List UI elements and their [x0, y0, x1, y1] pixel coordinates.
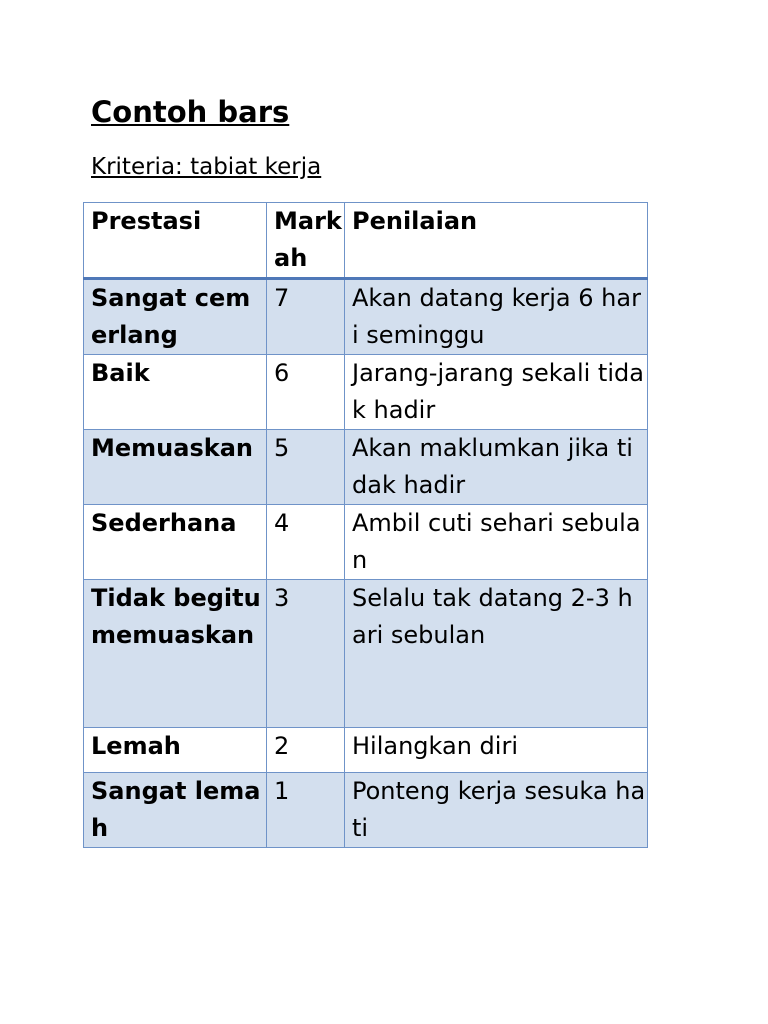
- cell-penilaian: Selalu tak datang 2-3 hari sebulan: [345, 580, 648, 728]
- cell-prestasi: Sangat cemerlang: [84, 279, 267, 355]
- cell-prestasi: Sederhana: [84, 505, 267, 580]
- cell-markah: 6: [267, 355, 345, 430]
- header-prestasi: Prestasi: [84, 203, 267, 279]
- cell-markah: 3: [267, 580, 345, 728]
- table-row: [84, 355, 648, 430]
- document-title: Contoh bars: [91, 95, 290, 129]
- cell-penilaian: Ponteng kerja sesuka hati: [345, 773, 648, 848]
- cell-prestasi: Lemah: [84, 728, 267, 773]
- cell-penilaian: Akan maklumkan jika tidak hadir: [345, 430, 648, 505]
- cell-penilaian: Jarang-jarang sekali tidak hadir: [345, 355, 648, 430]
- header-penilaian: Penilaian: [345, 203, 648, 279]
- cell-prestasi: Tidak begitu memuaskan: [84, 580, 267, 728]
- cell-penilaian: Ambil cuti sehari sebulan: [345, 505, 648, 580]
- cell-markah: 2: [267, 728, 345, 773]
- cell-prestasi: Baik: [84, 355, 267, 430]
- table-row: [84, 580, 648, 728]
- document-subtitle: Kriteria: tabiat kerja: [91, 154, 322, 180]
- cell-markah: 5: [267, 430, 345, 505]
- bars-table: [83, 202, 648, 848]
- cell-markah: 7: [267, 279, 345, 355]
- table-row: [84, 279, 648, 355]
- table-row: [84, 430, 648, 505]
- cell-prestasi: Sangat lemah: [84, 773, 267, 848]
- table-row: [84, 505, 648, 580]
- table-row: [84, 728, 648, 773]
- cell-prestasi: Memuaskan: [84, 430, 267, 505]
- cell-markah: 1: [267, 773, 345, 848]
- table-header-row: [84, 203, 648, 279]
- cell-markah: 4: [267, 505, 345, 580]
- table-row: [84, 773, 648, 848]
- header-markah: Markah: [267, 203, 345, 279]
- cell-penilaian: Hilangkan diri: [345, 728, 648, 773]
- cell-penilaian: Akan datang kerja 6 hari seminggu: [345, 279, 648, 355]
